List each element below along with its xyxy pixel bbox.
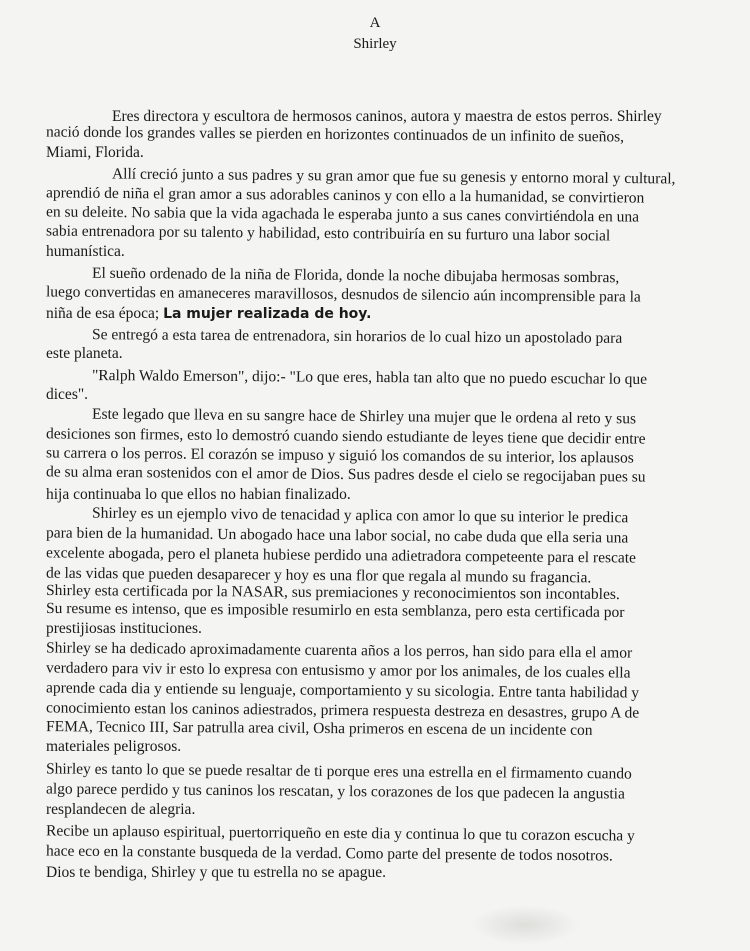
text-line: para bien de la humanidad. Un abogado hace una labor social, no cabe duda que ella seria una — [45, 524, 629, 547]
text-line: Shirley se ha dedicado aproximadamente cuarenta años a los perros, han sido para ella el amor — [45, 639, 633, 662]
text-line: aprende cada dia y entiende su lenguaje, comportamiento y su sicologia. Entre tanta habilidad y — [45, 679, 640, 702]
text-line: Shirley esta certificada por la NASAR, sus premiaciones y reconocimientos son incontables. — [45, 581, 620, 604]
text-line: Allí creció junto a sus padres y su gran amor que fue su genesis y entorno moral y cultural, — [111, 165, 676, 188]
text-line: Recibe un aplauso espiritual, puertorriqueño en este dia y continua lo que tu corazon escucha y — [45, 822, 635, 845]
text-line: desiciones son firmes, esto lo demostró cuando siendo estudiante de leyes tiene que decidir entre — [45, 425, 646, 448]
text-line: Eres directora y escultora de hermosos caninos, autora y maestra de estos perros. Shirley — [112, 108, 662, 125]
text-line: Dios te bendiga, Shirley y que tu estrella no se apague. — [46, 864, 387, 881]
text-line: aprendió de niña el gran amor a sus adorables caninos y con ello a la humanidad, se convirtieron — [45, 184, 645, 207]
text-line: Miami, Florida. — [46, 144, 144, 161]
text-line: sabia entrenadora por su talento y habilidad, esto contribuiría en su furturo una labor social — [45, 222, 611, 245]
text-line: Su resume es intenso, que es imposible resumirlo en esta semblanza, pero esta certificada por — [45, 599, 625, 622]
text-line: Se entregó a esta tarea de entrenadora, sin horarios de lo cual hizo un apostolado para — [91, 326, 623, 347]
text-line: conocimiento estan los caninos adiestrados, primera respuesta destreza en desastres, grupo A de — [45, 699, 640, 722]
text-line: hace eco en la constante busqueda de la verdad. Como parte del presente de todos nosotros. — [45, 842, 613, 865]
text-line: luego convertidas en amaneceres maravillosos, desnudos de silencio aún incomprensible para la — [45, 283, 641, 306]
text-line: dices". — [46, 386, 89, 403]
text-line: algo parece perdido y tus caninos los rescatan, y los corazones de los que padecen la angustia — [45, 780, 625, 803]
heading-letter: A — [369, 15, 381, 31]
text-line: su carrera o los perros. El corazón se impuso y siguió los comandos de su interior, los aplausos — [45, 444, 634, 467]
text-line: FEMA, Tecnico III, Sar patrulla area civil, Osha primeros en escena de un incidente con — [45, 718, 593, 739]
text-line: en su deleite. No sabia que la vida agachada le esperaba junto a sus canes convirtiéndola en una — [45, 203, 640, 226]
text-line: Shirley es tanto lo que se puede resaltar de ti porque eres una estrella en el firmamento cuando — [45, 760, 632, 783]
scan-smudge — [470, 905, 580, 945]
text-line: Este legado que lleva en su sangre hace de Shirley una mujer que le ordena al reto y sus — [91, 405, 637, 428]
text-line: Shirley es un ejemplo vivo de tenacidad y aplica con amor lo que su interior le predica — [91, 504, 629, 527]
text-line: "Ralph Waldo Emerson", dijo:- "Lo que eres, habla tan alto que no puedo escuchar lo que — [91, 367, 648, 388]
text-line: prestijiosas instituciones. — [46, 620, 202, 637]
text-line: de su alma eran sostenidos con el amor de Dios. Sus padres desde el cielo se regocijaban pues su — [45, 463, 646, 486]
text-line: materiales peligrosos. — [46, 738, 182, 755]
text-line: hija continuaba lo que ellos no habian finalizado. — [46, 486, 351, 503]
text-line: resplandecen de alegria. — [46, 801, 196, 818]
text-line: verdadero para viv ir esto lo expresa con entusismo y amor por los animales, de los cuales ella — [45, 659, 631, 682]
text-line: El sueño ordenado de la niña de Florida, donde la noche dibujaba hermosas sombras, — [91, 264, 620, 287]
text-line: de las vidas que pueden desaparecer y hoy es una flor que regala al mundo su fragancia. — [45, 564, 592, 587]
text-line: humanística. — [46, 243, 125, 260]
text-line: nació donde los grandes valles se pierden en horizontes continuados de un infinito de sueños, — [45, 123, 625, 146]
emphasis-text: La mujer realizada de hoy. — [163, 306, 372, 322]
heading-title: Shirley — [353, 36, 397, 52]
text-line: este planeta. — [46, 345, 123, 362]
text-line: excelente abogada, pero el planeta hubiese perdido una adietradora competeente para el rescate — [45, 544, 637, 567]
text-line: niña de esa época; La mujer realizada de hoy. — [46, 305, 372, 322]
